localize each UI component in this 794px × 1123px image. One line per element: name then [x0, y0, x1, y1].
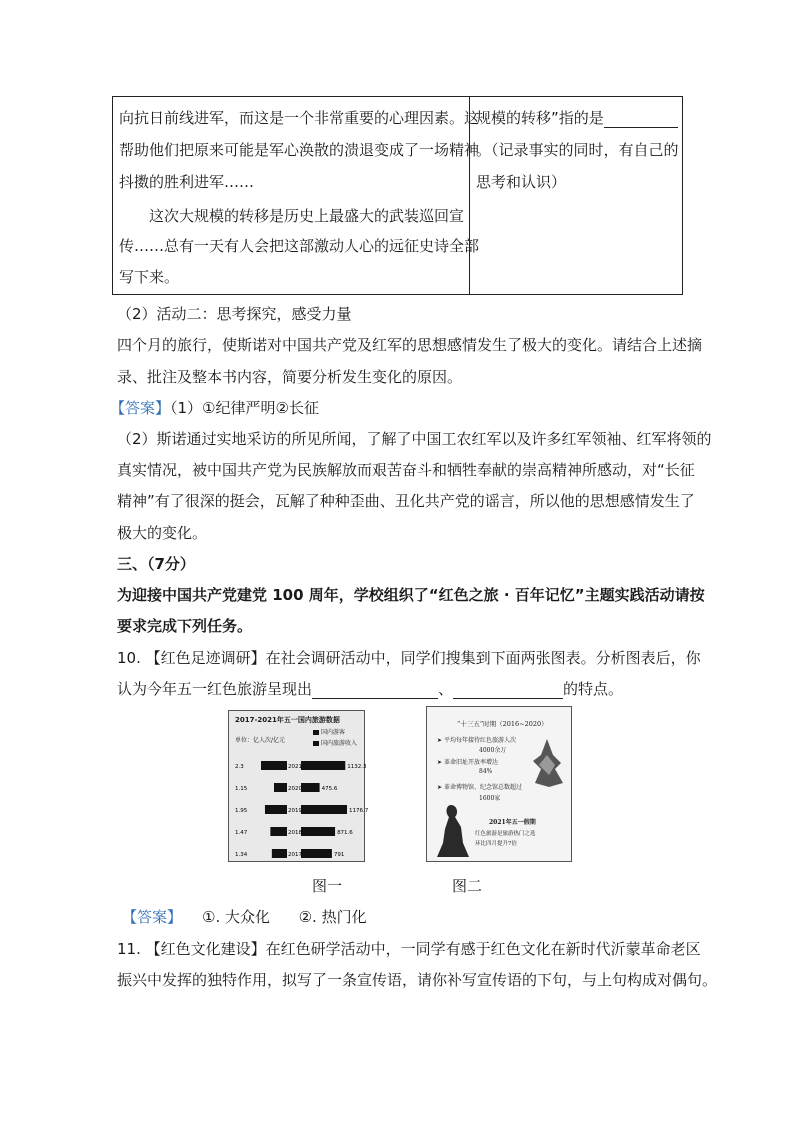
section3-heading: 三、（7分） — [117, 555, 195, 573]
figure1-title: 2017-2021年五一国内旅游数据 — [235, 716, 340, 724]
bar-revenue — [301, 849, 332, 858]
excerpt-line: 帮助他们把原来可能是军心涣散的溃退变成了一场精神 — [119, 141, 480, 159]
visitors-value-label: 1.34 — [235, 852, 248, 858]
answer1-line: （2）斯诺通过实地采访的所见所闻，了解了中国工农红军以及许多红军领袖、红军将领的 — [117, 430, 712, 448]
q10-line2 — [117, 678, 623, 699]
figure2-value: 1600家 — [479, 795, 501, 802]
revenue-value-label: 1132.3 — [347, 764, 367, 770]
answer1-line: 真实情况，被中国共产党为民族解放而艰苦奋斗和牺牲奉献的崇高精神所感动，对“长征 — [117, 461, 695, 479]
revenue-value-label: 791 — [333, 852, 345, 858]
excerpt-line: 传……总有一天有人会把这部激动人心的远征史诗全部 — [119, 237, 480, 255]
excerpt-table — [112, 96, 683, 295]
bar-revenue — [301, 805, 347, 814]
bar-revenue — [301, 783, 320, 792]
bar-revenue — [301, 827, 335, 836]
activity2-line: 录、批注及整本书内容，简要分析发生变化的原因。 — [117, 368, 463, 386]
q10-text: 的特点。 — [563, 680, 624, 698]
revenue-value-label: 871.6 — [337, 830, 353, 836]
bar-visitors — [272, 849, 287, 858]
revenue-value-label: 475.6 — [321, 786, 338, 792]
excerpt-line: 抖擞的胜利进军…… — [119, 173, 255, 191]
visitors-value-label: 1.47 — [235, 830, 248, 836]
figure1-unit: 单位：亿人次/亿元 — [235, 737, 286, 744]
legend-item: 国内旅游收入 — [313, 738, 357, 747]
bar-visitors — [261, 761, 287, 770]
figure2-bottom: 2021年五一假期 — [489, 819, 536, 826]
figure2-caption: 图二 — [452, 877, 483, 895]
figure2-item: ➤ 革命博物馆、纪念馆总数超过 — [437, 784, 522, 791]
figure1-bars — [229, 711, 369, 861]
figure2-item: ➤ 平均每年接待红色旅游人次 — [437, 737, 516, 744]
year-label: 2017 — [288, 852, 302, 858]
annotation-line: 。（记录事实的同时，有自己的 — [476, 141, 679, 159]
visitors-value-label: 2.3 — [235, 764, 244, 770]
figure1-caption: 图一 — [312, 877, 343, 895]
answer-tag: 【答案】 — [122, 908, 183, 926]
monument-illustration — [527, 735, 567, 795]
section3-intro: 为迎接中国共产党建党 100 周年，学校组织了“红色之旅 · 百年记忆”主题实践活动请按 — [117, 586, 705, 604]
figure2-item: ➤ 革命旧址开放率增达 — [437, 759, 498, 766]
bar-visitors — [270, 827, 287, 836]
q11-line: 11. 【红色文化建设】在红色研学活动中，一同学有感于红色文化在新时代沂蒙革命老区 — [117, 940, 701, 958]
bar-visitors — [274, 783, 287, 792]
excerpt-line: 向抗日前线进军，而这是一个非常重要的心理因素。这 — [119, 109, 480, 127]
activity2-line: 四个月的旅行，使斯诺对中国共产党及红军的思想感情发生了极大的变化。请结合上述摘 — [117, 336, 703, 354]
q10-text: 认为今年五一红色旅游呈现出 — [117, 680, 313, 698]
q10-sep: 、 — [438, 680, 454, 698]
figure2-title: “十三五”时期（2016~2020） — [457, 720, 548, 728]
bar-visitors — [265, 805, 287, 814]
legend-item: 国内游客 — [313, 727, 345, 736]
q10-line1: 10. 【红色足迹调研】在社会调研活动中，同学们搜集到下面两张图表。分析图表后，你 — [117, 649, 701, 667]
year-label: 2021 — [288, 764, 302, 770]
year-label: 2019 — [288, 808, 302, 814]
visitors-value-label: 1.15 — [235, 786, 248, 792]
year-label: 2018 — [288, 830, 302, 836]
q10-blank-2[interactable] — [453, 684, 563, 699]
bar-revenue — [301, 761, 345, 770]
section3-intro: 要求完成下列任务。 — [117, 617, 253, 635]
figure2-poster — [426, 706, 572, 862]
answer-blank[interactable] — [604, 113, 678, 128]
annotation-cell — [470, 97, 683, 295]
revenue-value-label: 1176.7 — [349, 808, 369, 814]
answer2 — [122, 906, 367, 927]
excerpt-line: 这次大规模的转移是历史上最盛大的武装巡回宣 — [149, 207, 465, 225]
figure2-value: 84% — [479, 768, 493, 775]
excerpt-line: 写下来。 — [119, 268, 180, 286]
answer-text: （1）①纪律严明②长征 — [170, 399, 319, 417]
excerpt-text-cell — [113, 97, 480, 295]
figure2-value: 4000余万 — [479, 747, 507, 754]
visitors-value-label: 1.95 — [235, 808, 248, 814]
answer-text: ①. 大众化 ②. 热门化 — [202, 908, 367, 926]
answer1-line: 精神”有了很深的挺会，瓦解了种种歪曲、丑化共产党的谣言，所以他的思想感情发生了 — [117, 492, 695, 510]
statue-illustration — [433, 803, 473, 859]
year-label: 2020 — [288, 786, 302, 792]
annotation-line: 思考和认识） — [476, 173, 567, 191]
q10-blank-1[interactable] — [312, 684, 438, 699]
figure1-chart — [228, 710, 369, 862]
activity2-heading: （2）活动二：思考探究，感受力量 — [117, 305, 352, 323]
annotation-line: 规模的转移”指的是 — [476, 109, 604, 127]
answer1 — [110, 397, 319, 418]
q11-line: 振兴中发挥的独特作用，拟写了一条宣传语，请你补写宣传语的下句，与上句构成对偶句。 — [117, 971, 718, 989]
answer1-line: 极大的变化。 — [117, 524, 208, 542]
answer-tag: 【答案】 — [110, 399, 171, 417]
figure2-bottom: 红色旅游是旅游热门之选 — [475, 831, 536, 837]
figure2-bottom: 环比四月提升7倍 — [475, 841, 517, 847]
